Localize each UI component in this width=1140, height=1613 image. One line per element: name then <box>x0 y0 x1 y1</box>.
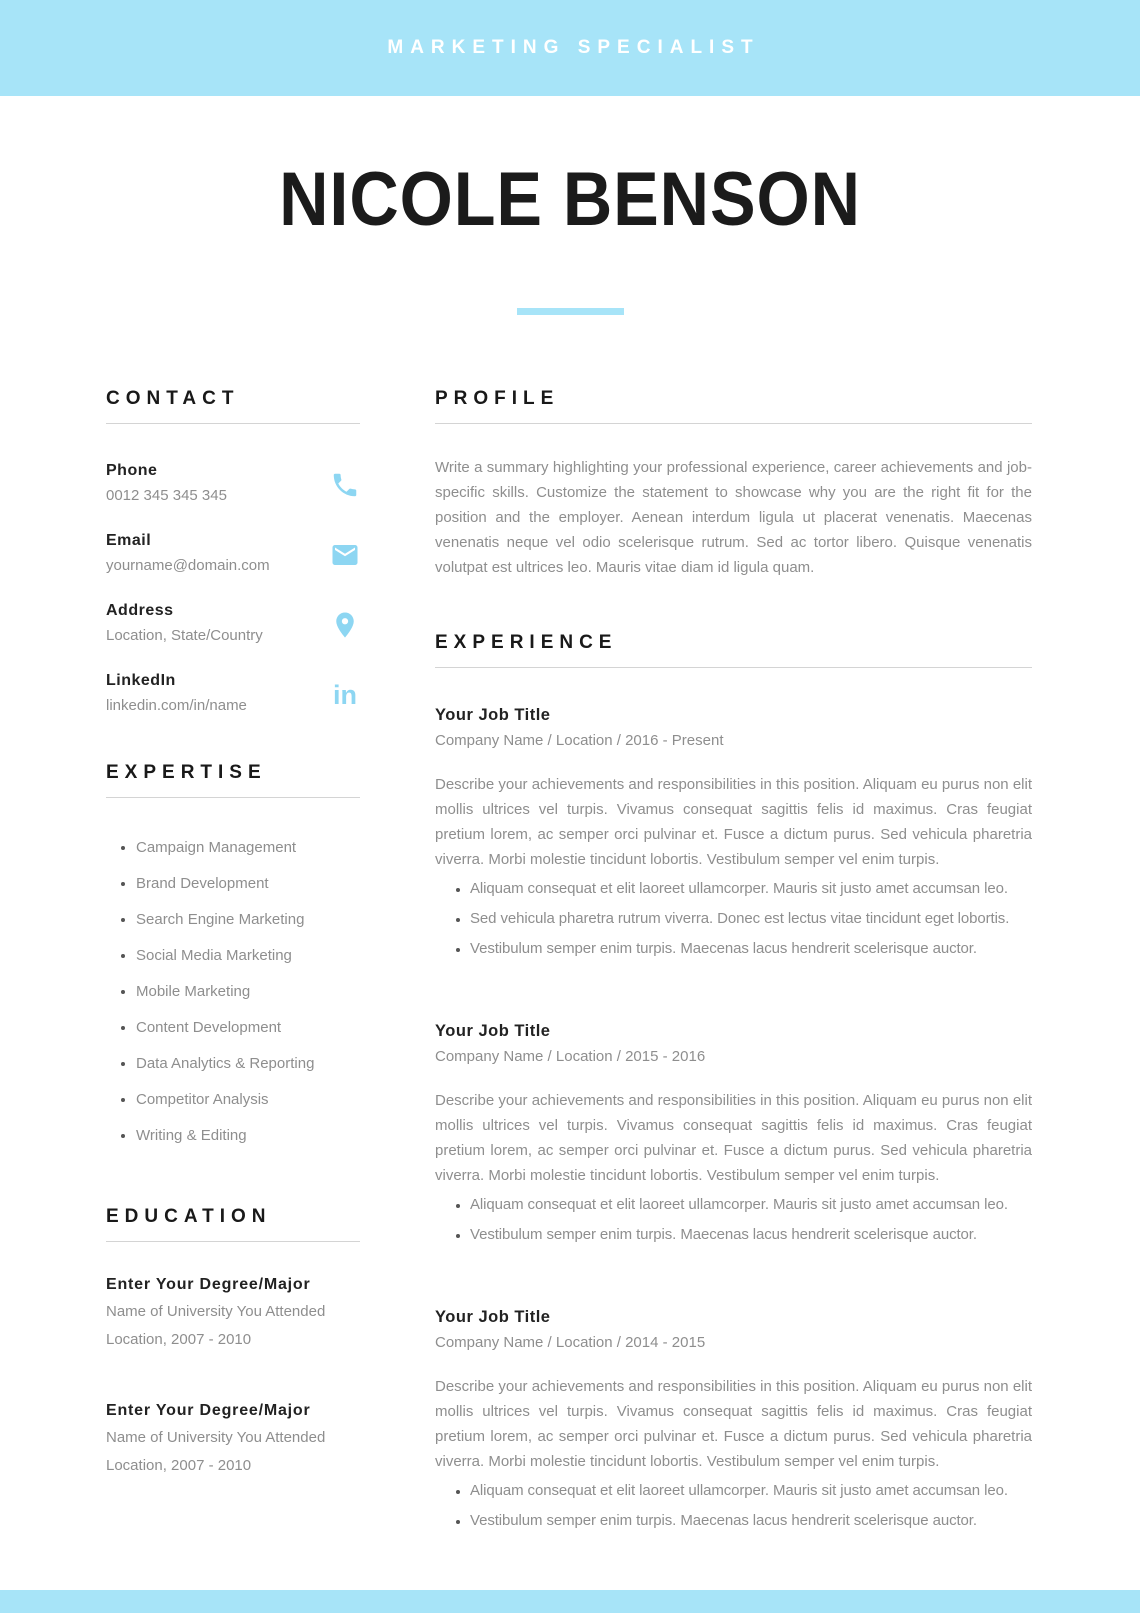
accent-divider <box>517 308 624 315</box>
top-banner <box>0 0 1140 96</box>
profile-heading: PROFILE <box>435 388 560 409</box>
location-icon <box>330 610 360 640</box>
job-bullet-list <box>435 1190 1032 1250</box>
email-icon <box>330 540 360 570</box>
contact-section <box>106 388 360 714</box>
contact-value: 0012 345 345 345 <box>106 487 227 504</box>
section-rule <box>435 667 1032 668</box>
contact-label: LinkedIn <box>106 672 176 689</box>
job-bullet: • Aliquam consequat et elit laoreet ullamcorper. Mauris sit justo amet accumsan leo. <box>470 874 1032 904</box>
contact-value: linkedin.com/in/name <box>106 697 247 714</box>
contact-text <box>106 532 270 574</box>
contact-value: yourname@domain.com <box>106 557 270 574</box>
expertise-item: • Competitor Analysis <box>136 1082 360 1118</box>
experience-entry-3 <box>435 1308 1032 1536</box>
expertise-item: • Content Development <box>136 1010 360 1046</box>
job-bullet: • Aliquam consequat et elit laoreet ullamcorper. Mauris sit justo amet accumsan leo. <box>470 1190 1032 1220</box>
expertise-heading: EXPERTISE <box>106 762 267 783</box>
main-column <box>435 388 1032 1536</box>
footer-band <box>0 1590 1140 1613</box>
section-rule <box>435 423 1032 424</box>
education-heading: EDUCATION <box>106 1206 272 1227</box>
left-sidebar <box>106 388 360 1536</box>
experience-section <box>435 632 1032 1536</box>
contact-label: Phone <box>106 462 158 479</box>
section-rule <box>106 423 360 424</box>
expertise-section <box>106 762 360 1154</box>
profile-section <box>435 388 1032 580</box>
contact-item-linkedin <box>106 672 360 714</box>
job-company-location-dates: Company Name / Location / 2014 - 2015 <box>435 1334 706 1351</box>
contact-heading: CONTACT <box>106 388 240 409</box>
education-entry <box>106 1402 360 1476</box>
contact-text <box>106 462 227 504</box>
contact-label: Email <box>106 532 152 549</box>
job-bullet: • Vestibulum semper enim turpis. Maecenas lacus hendrerit scelerisque auctor. <box>470 1220 1032 1250</box>
expertise-item: • Campaign Management <box>136 830 360 866</box>
candidate-name: NICOLE BENSON <box>279 157 861 242</box>
section-rule <box>106 1241 360 1242</box>
linkedin-icon: in <box>333 680 357 710</box>
experience-entry-2 <box>435 1022 1032 1250</box>
education-degree: Enter Your Degree/Major <box>106 1276 311 1293</box>
phone-icon <box>330 470 360 500</box>
education-location-dates: Location, 2007 - 2010 <box>106 1331 252 1348</box>
education-list <box>106 1276 360 1476</box>
expertise-item: • Mobile Marketing <box>136 974 360 1010</box>
contact-text <box>106 672 247 714</box>
contact-item-address <box>106 602 360 644</box>
contact-text <box>106 602 263 644</box>
job-description: Describe your achievements and responsibilities in this position. Aliquam eu purus non elit mollis ultrices vel turpis. Vivamus consequat sagittis felis id maximus. Cras feugiat pretium lorem, ac semper orci pulvinar et. Fusce a dictum purus. Sed vehicula pharetria viverra. Morbi molestie tincidunt lobortis. Vestibulum semper vel enim turpis. <box>435 1092 1032 1184</box>
education-degree: Enter Your Degree/Major <box>106 1402 311 1419</box>
experience-heading: EXPERIENCE <box>435 632 618 653</box>
expertise-item: • Search Engine Marketing <box>136 902 360 938</box>
contact-label: Address <box>106 602 174 619</box>
expertise-item: • Social Media Marketing <box>136 938 360 974</box>
job-title: Your Job Title <box>435 706 551 724</box>
expertise-item: • Writing & Editing <box>136 1118 360 1154</box>
contact-value: Location, State/Country <box>106 627 263 644</box>
education-university: Name of University You Attended <box>106 1303 326 1320</box>
job-bullet: • Vestibulum semper enim turpis. Maecenas lacus hendrerit scelerisque auctor. <box>470 1506 1032 1536</box>
job-company-location-dates: Company Name / Location / 2016 - Present <box>435 732 724 749</box>
job-company-location-dates: Company Name / Location / 2015 - 2016 <box>435 1048 706 1065</box>
expertise-item: • Brand Development <box>136 866 360 902</box>
expertise-list <box>106 830 360 1154</box>
education-location-dates: Location, 2007 - 2010 <box>106 1457 252 1474</box>
contact-item-phone <box>106 462 360 504</box>
education-section <box>106 1206 360 1476</box>
job-title: Your Job Title <box>435 1022 551 1040</box>
job-description: Describe your achievements and responsibilities in this position. Aliquam eu purus non elit mollis ultrices vel turpis. Vivamus consequat sagittis felis id maximus. Cras feugiat pretium lorem, ac semper orci pulvinar et. Fusce a dictum purus. Sed vehicula pharetria viverra. Morbi molestie tincidunt lobortis. Vestibulum semper vel enim turpis. <box>435 776 1032 868</box>
job-bullet: • Vestibulum semper enim turpis. Maecenas lacus hendrerit scelerisque auctor. <box>470 934 1032 964</box>
contact-list <box>106 462 360 714</box>
contact-item-email <box>106 532 360 574</box>
job-description: Describe your achievements and responsibilities in this position. Aliquam eu purus non elit mollis ultrices vel turpis. Vivamus consequat sagittis felis id maximus. Cras feugiat pretium lorem, ac semper orci pulvinar et. Fusce a dictum purus. Sed vehicula pharetria viverra. Morbi molestie tincidunt lobortis. Vestibulum semper vel enim turpis. <box>435 1378 1032 1470</box>
banner-job-title: MARKETING SPECIALIST <box>387 37 760 58</box>
expertise-item: • Data Analytics & Reporting <box>136 1046 360 1082</box>
content-columns <box>0 388 1140 1536</box>
section-rule <box>106 797 360 798</box>
job-bullet-list <box>435 874 1032 964</box>
job-bullet-list <box>435 1476 1032 1536</box>
job-title: Your Job Title <box>435 1308 551 1326</box>
experience-entry-1 <box>435 706 1032 964</box>
job-bullet: • Aliquam consequat et elit laoreet ullamcorper. Mauris sit justo amet accumsan leo. <box>470 1476 1032 1506</box>
profile-summary: Write a summary highlighting your professional experience, career achievements and job-specific skills. Customize the statement to showcase why you are the right fit for the position and the employer. Aenean interdum ligula ut placerat venenatis. Maecenas venenatis neque vel odio scelerisque rutrum. Sed ac tortor libero. Quisque venenatis volutpat est ultrices leo. Mauris vitae diam id ligula quam. <box>435 459 1032 576</box>
job-bullet: • Sed vehicula pharetra rutrum viverra. Donec est lectus vitae tincidunt eget lobortis. <box>470 904 1032 934</box>
education-university: Name of University You Attended <box>106 1429 326 1446</box>
education-entry <box>106 1276 360 1350</box>
